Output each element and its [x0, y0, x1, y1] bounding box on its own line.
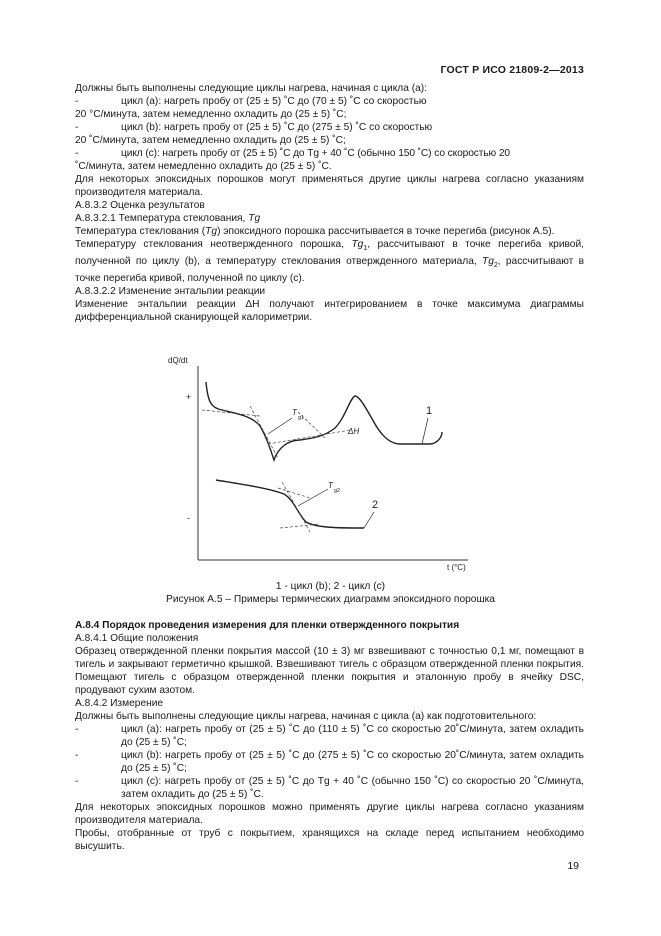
dsc-figure: [150, 348, 490, 580]
tg1-sub: g1: [298, 415, 305, 421]
dsc-diagram: [150, 348, 490, 580]
tg-symbol: Tg: [248, 213, 261, 224]
general-paragraph: Образец отвержденной пленки покрытия массой (10 ± 3) мг взвешивают с точностью 0,1 мг, помещают в тигель и закрывают герметично крышкой. Взвешивают тигель с образцом отвержденной пленки покрытия. Помещают тигель с образцом отвержденной пленки покрытия и эталонную пробу в ячейку DSC, продувают сухим азотом.: [75, 646, 584, 696]
cycle-a-2: цикл (а): нагреть пробу от (25 ± 5) ˚С до (110 ± 5) ˚С со скоростью 20˚С/минута, затем охладить до (25 ± 5) ˚С;: [121, 724, 584, 748]
enthalpy-paragraph: Изменение энтальпии реакции ΔН получают интегрированием в точке максимума диаграммы дифференциальной сканирующей калориметрии.: [75, 299, 584, 324]
list-dash: -: [75, 776, 79, 787]
subsection-a8322: А.8.3.2.2 Изменение энтальпии реакции: [75, 286, 266, 298]
tg2-label: T: [328, 481, 333, 490]
dry-paragraph: Пробы, отобранные от труб с покрытием, хранящихся на складе перед испытанием необходимо высушить.: [75, 828, 584, 852]
cycle-c-line1: цикл (с): нагреть пробу от (25 ± 5) ˚С до Tg + 40 ˚С (обычно 150 ˚С) со скоростью 20: [121, 148, 510, 159]
cycle-b-2: цикл (b): нагреть пробу от (25 ± 5) ˚С до (275 ± 5) ˚С со скоростью 20˚С/минута, затем охладить до (25 ± 5) ˚С;: [121, 750, 584, 774]
tg1-label: T: [292, 408, 297, 417]
tangent-line: [250, 406, 278, 458]
tg2-sub: g2: [334, 488, 341, 494]
a8321-label: А.8.3.2.1 Температура стеклования,: [75, 213, 249, 224]
list-item: [75, 147, 584, 160]
list-item: [75, 775, 584, 801]
list-dash: -: [75, 148, 79, 159]
list-dash: -: [75, 96, 79, 107]
list-item: [75, 749, 584, 775]
tg-definition-part1: Температура стеклования (: [75, 226, 206, 237]
subsection-a832: А.8.3.2 Оценка результатов: [75, 200, 205, 211]
tg-uncured-paragraph: [75, 238, 584, 285]
tg-uncured-part3: , рассчитывают в точке перегиба кривой, полученной по циклу (с).: [75, 256, 585, 285]
standard-header: ГОСТ Р ИСО 21809-2—2013: [440, 64, 584, 76]
tg-symbol: Tg: [205, 226, 218, 237]
cycle-b-line1: цикл (b): нагреть пробу от (25 ± 5) ˚С до (275 ± 5) ˚С со скоростью: [121, 122, 433, 133]
note-paragraph-2: Для некоторых эпоксидных порошков можно применять другие циклы нагрева согласно указаниям производителя материала.: [75, 802, 584, 826]
tangent-line: [202, 410, 260, 416]
tg-definition-part2: ) эпоксидного порошка рассчитывается в точке перегиба (рисунок А.5).: [217, 226, 555, 237]
minus-sign: -: [187, 513, 190, 523]
tg1-leader: [268, 418, 292, 434]
curve-1: [206, 382, 442, 460]
delta-h-label: ΔH: [348, 427, 360, 436]
cycle-a-line2: 20 °С/минута, затем немедленно охладить до (25 ± 5) ˚С;: [75, 109, 347, 120]
tg2-symbol: Tg: [481, 256, 494, 268]
subsection-a841: А.8.4.1 Общие положения: [75, 633, 199, 644]
note-paragraph: Для некоторых эпоксидных порошков могут применяться другие циклы нагрева согласно указаниям производителя материала.: [75, 174, 584, 198]
cycle-c-2: цикл (с): нагреть пробу от (25 ± 5) ˚С до Tg + 40 ˚С (обычно 150 ˚С) со скоростью 20 ˚С/минута, затем охладить до (25 ± 5) ˚С.: [121, 776, 584, 800]
tg1-subscript: 1: [363, 245, 368, 253]
subsection-a842: А.8.4.2 Измерение: [75, 698, 164, 709]
plus-sign: +: [186, 392, 192, 402]
cycle-c-line2: ˚С/минута, затем немедленно охладить до (25 ± 5) ˚С.: [75, 161, 332, 172]
cycle-a-line1: цикл (а): нагреть пробу от (25 ± 5) ˚С до (70 ± 5) ˚С со скоростью: [121, 96, 427, 107]
tg-uncured-part2: , рассчитывают в точке перегиба кривой, полученной по циклу (b), а температуру стеклования отвержденного материала,: [75, 239, 584, 268]
tg-definition: [75, 225, 584, 238]
section-a84-heading: А.8.4 Порядок проведения измерения для пленки отвержденного покрытия: [75, 620, 460, 631]
subsection-a8321: [75, 212, 584, 225]
section-a83-text: [75, 82, 584, 324]
tg2-leader: [298, 489, 328, 506]
curve-2-label: 2: [372, 499, 379, 511]
curve-2: [216, 480, 364, 528]
curve-1-leader: [422, 418, 428, 444]
cycles-intro: Должны быть выполнены следующие циклы нагрева, начиная с цикла (а):: [75, 83, 427, 94]
list-dash: -: [75, 122, 79, 133]
curve-1-label: 1: [426, 405, 433, 417]
figure-legend: 1 - цикл (b); 2 - цикл (с): [275, 581, 386, 592]
cycle-b-line2: 20 ˚С/минута, затем немедленно охладить до (25 ± 5) ˚С;: [75, 135, 346, 146]
figure-caption: Рисунок А.5 – Примеры термических диаграмм эпоксидного порошка: [166, 594, 495, 605]
list-dash: -: [75, 750, 79, 761]
page-number: 19: [567, 860, 579, 872]
tg-uncured-part1: Температуру стеклования неотвержденного порошка,: [75, 239, 352, 250]
list-item: [75, 95, 584, 108]
curve-2-leader: [364, 512, 374, 528]
list-item: [75, 723, 584, 749]
x-axis-label: t (°C): [447, 563, 466, 572]
tangent-line: [268, 430, 350, 444]
section-a84-text: [75, 619, 584, 853]
list-dash: -: [75, 724, 79, 735]
y-axis-label: dQ/dt: [168, 356, 188, 365]
list-item: [75, 121, 584, 134]
tg1-symbol: Tg: [351, 239, 364, 250]
tg2-subscript: 2: [493, 262, 498, 270]
cycles-intro-2: Должны быть выполнены следующие циклы нагрева, начиная с цикла (а) как подготовительного:: [75, 711, 537, 722]
